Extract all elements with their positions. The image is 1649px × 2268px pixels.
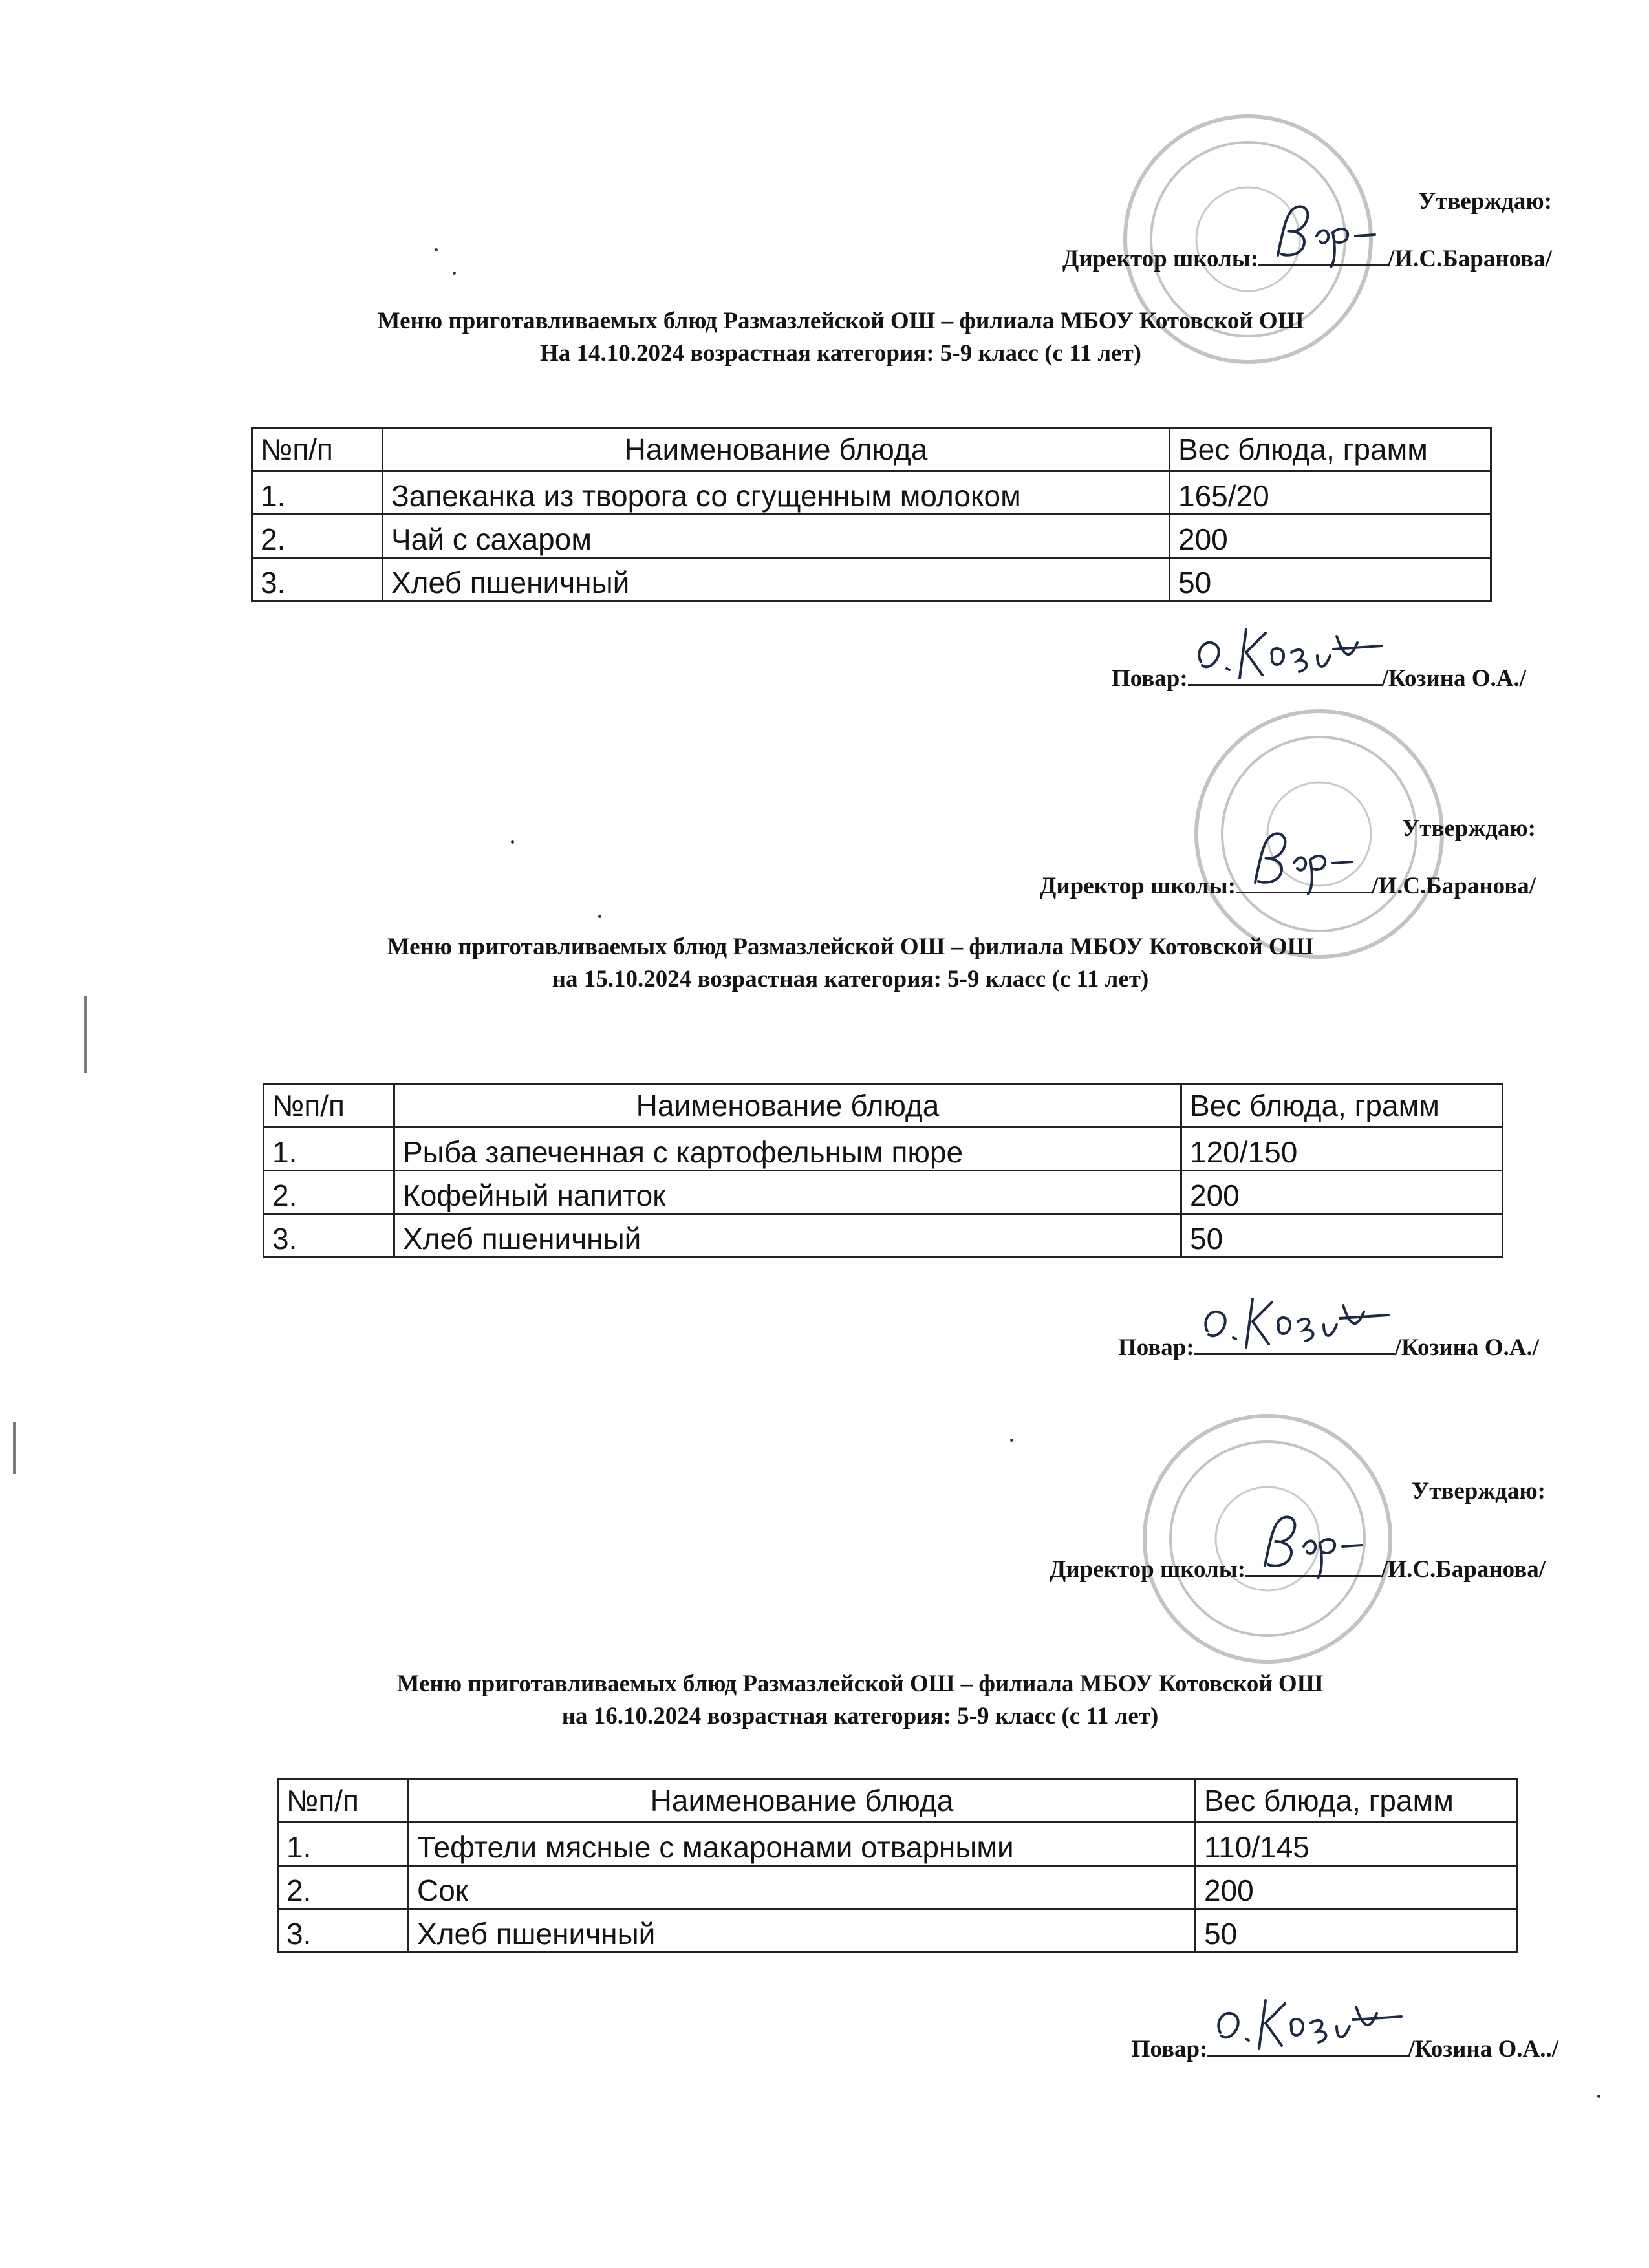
approval-block xyxy=(1062,187,1552,273)
row-number: 2. xyxy=(264,1171,394,1214)
cook-name: /Козина О.А./ xyxy=(1381,665,1526,692)
director-signature xyxy=(1258,233,1388,266)
row-number: 3. xyxy=(278,1909,409,1952)
dish-name: Хлеб пшеничный xyxy=(394,1214,1181,1257)
cook-label: Повар: xyxy=(1131,2036,1208,2062)
dish-name: Кофейный напиток xyxy=(394,1171,1181,1214)
column-header-number: №п/п xyxy=(264,1084,394,1128)
menu-heading xyxy=(0,1668,1649,1733)
column-header-dish: Наименование блюда xyxy=(409,1779,1196,1823)
dish-weight: 50 xyxy=(1170,558,1491,601)
row-number: 2. xyxy=(278,1866,409,1909)
dish-weight: 165/20 xyxy=(1170,471,1491,515)
menu-title: Меню приготавливаемых блюд Размазлейской ОШ – филиала МБОУ Котовской ОШ xyxy=(396,1671,1324,1697)
cook-signature xyxy=(1207,2024,1408,2057)
column-header-weight: Вес блюда, грамм xyxy=(1196,1779,1517,1823)
menu-title: Меню приготавливаемых блюд Размазлейской ОШ – филиала МБОУ Котовской ОШ xyxy=(377,308,1304,334)
column-header-dish: Наименование блюда xyxy=(383,428,1170,471)
menu-day-1 xyxy=(0,0,1649,711)
cook-signature-graphic xyxy=(1194,1286,1395,1357)
approval-block xyxy=(1050,1477,1546,1583)
dish-name: Тефтели мясные с макаронами отварными xyxy=(409,1823,1196,1866)
cook-name: /Козина О.А./ xyxy=(1394,1334,1539,1361)
table-row xyxy=(252,515,1491,558)
menu-heading xyxy=(0,931,1649,996)
cook-signature-graphic xyxy=(1207,1987,1408,2059)
director-name: /И.С.Баранова/ xyxy=(1388,246,1552,272)
table-row xyxy=(264,1171,1503,1214)
cook-label: Повар: xyxy=(1111,665,1188,692)
dish-weight: 200 xyxy=(1181,1171,1503,1214)
cook-label: Повар: xyxy=(1117,1334,1194,1361)
dish-weight: 200 xyxy=(1170,515,1491,558)
table-row xyxy=(252,558,1491,601)
approve-label: Утверждаю: xyxy=(1402,815,1536,842)
table-row xyxy=(278,1866,1517,1909)
director-signature xyxy=(1245,1544,1381,1577)
table-row xyxy=(278,1909,1517,1952)
cook-signature-block xyxy=(1132,2024,1558,2063)
director-label: Директор школы: xyxy=(1039,873,1236,899)
table-row xyxy=(264,1214,1503,1257)
column-header-weight: Вес блюда, грамм xyxy=(1181,1084,1503,1128)
dish-weight: 110/145 xyxy=(1196,1823,1517,1866)
table-header-row xyxy=(278,1779,1517,1823)
dish-name: Запеканка из творога со сгущенным молоком xyxy=(383,471,1170,515)
menu-subtitle: На 14.10.2024 возрастная категория: 5-9 класс (с 11 лет) xyxy=(539,340,1142,367)
dish-weight: 200 xyxy=(1196,1866,1517,1909)
dish-weight: 50 xyxy=(1181,1214,1503,1257)
dishes-table xyxy=(277,1778,1518,1953)
menu-title: Меню приготавливаемых блюд Размазлейской ОШ – филиала МБОУ Котовской ОШ xyxy=(387,934,1314,960)
dish-name: Чай с сахаром xyxy=(383,515,1170,558)
cook-signature xyxy=(1194,1322,1395,1355)
table-row xyxy=(278,1823,1517,1866)
dish-name: Рыба запеченная с картофельным пюре xyxy=(394,1128,1181,1171)
dishes-table xyxy=(263,1083,1503,1258)
dish-name: Хлеб пшеничный xyxy=(409,1909,1196,1952)
row-number: 3. xyxy=(264,1214,394,1257)
cook-signature-graphic xyxy=(1188,617,1388,688)
row-number: 3. xyxy=(252,558,383,601)
approval-block xyxy=(1040,815,1536,900)
director-label: Директор школы: xyxy=(1049,1556,1246,1583)
director-name: /И.С.Баранова/ xyxy=(1372,873,1536,899)
row-number: 1. xyxy=(252,471,383,515)
approve-label: Утверждаю: xyxy=(1412,1478,1546,1504)
table-row xyxy=(264,1128,1503,1171)
dish-name: Хлеб пшеничный xyxy=(383,558,1170,601)
table-header-row xyxy=(264,1084,1503,1128)
cook-signature-block xyxy=(1118,1322,1539,1362)
column-header-dish: Наименование блюда xyxy=(394,1084,1181,1128)
director-signature xyxy=(1236,861,1372,893)
dish-weight: 50 xyxy=(1196,1909,1517,1952)
menu-heading xyxy=(0,305,1649,370)
director-name: /И.С.Баранова/ xyxy=(1381,1556,1546,1583)
row-number: 1. xyxy=(264,1128,394,1171)
column-header-number: №п/п xyxy=(278,1779,409,1823)
table-header-row xyxy=(252,428,1491,471)
column-header-number: №п/п xyxy=(252,428,383,471)
dish-name: Сок xyxy=(409,1866,1196,1909)
director-signature-graphic xyxy=(1258,197,1394,268)
director-signature-graphic xyxy=(1245,1508,1381,1579)
menu-day-3 xyxy=(0,1422,1649,2198)
column-header-weight: Вес блюда, грамм xyxy=(1170,428,1491,471)
menu-subtitle: на 16.10.2024 возрастная категория: 5-9 класс (с 11 лет) xyxy=(561,1703,1159,1729)
menu-subtitle: на 15.10.2024 возрастная категория: 5-9 класс (с 11 лет) xyxy=(552,966,1149,992)
dish-weight: 120/150 xyxy=(1181,1128,1503,1171)
table-row xyxy=(252,471,1491,515)
approve-label: Утверждаю: xyxy=(1418,188,1552,215)
row-number: 1. xyxy=(278,1823,409,1866)
menu-day-2 xyxy=(0,711,1649,1422)
cook-name: /Козина О.А../ xyxy=(1408,2036,1558,2062)
cook-signature xyxy=(1188,653,1382,686)
director-label: Директор школы: xyxy=(1062,246,1259,272)
director-signature-graphic xyxy=(1236,824,1372,895)
row-number: 2. xyxy=(252,515,383,558)
cook-signature-block xyxy=(1112,653,1526,692)
dishes-table xyxy=(251,427,1492,602)
